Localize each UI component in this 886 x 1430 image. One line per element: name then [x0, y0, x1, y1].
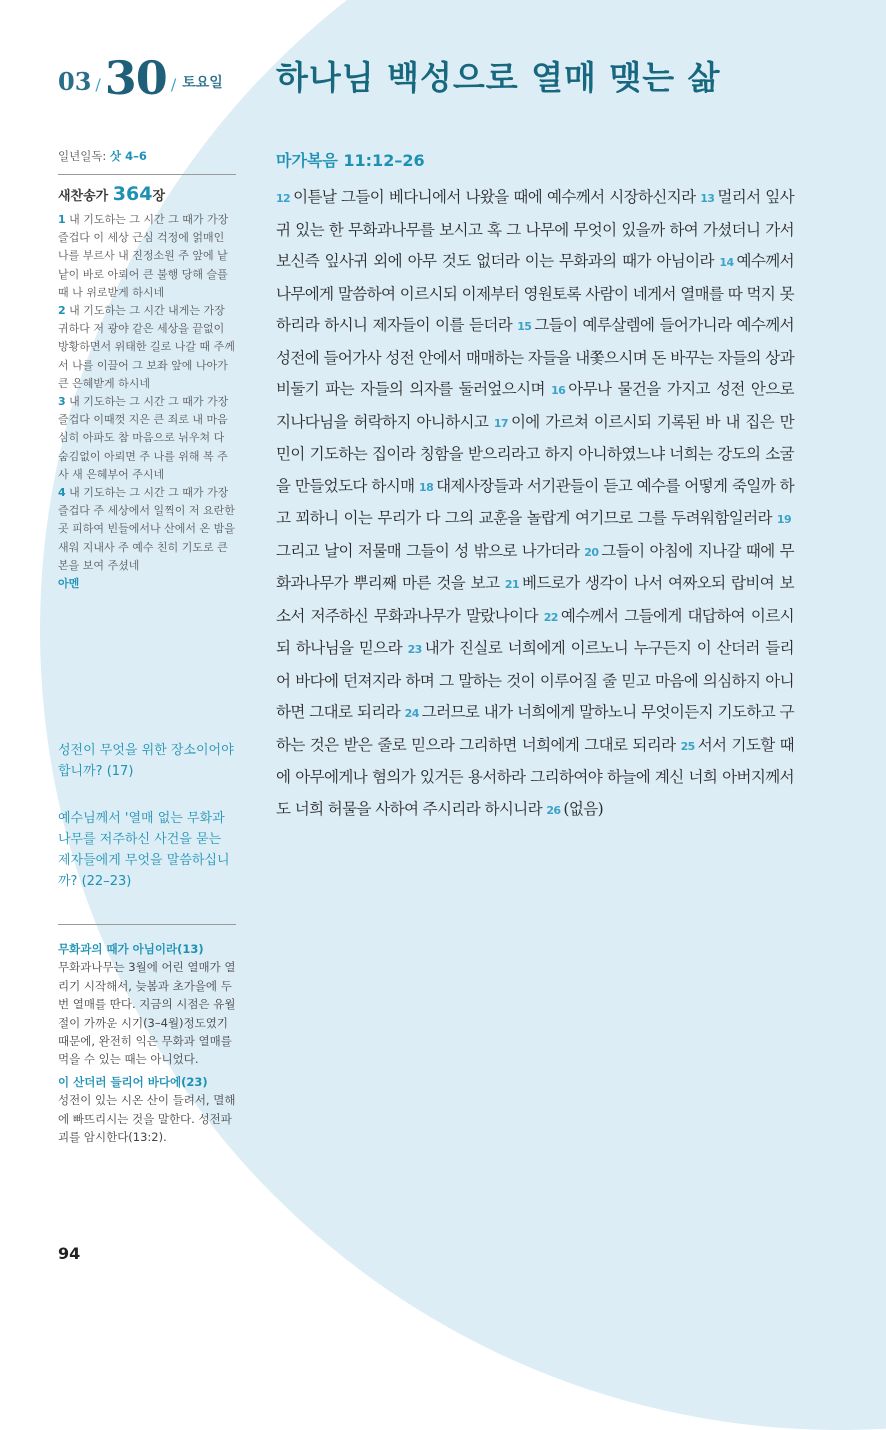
hymn-amen: 아멘 — [58, 577, 80, 591]
hymn-verse — [58, 484, 236, 575]
verse-number: 12 — [276, 192, 291, 205]
verse-number: 21 — [504, 578, 520, 591]
sidebar — [58, 148, 236, 593]
verse-text: 내가 진실로 너희에게 이르노니 누구든지 이 산더러 들리어 바다에 던져지라 하며 그 말하는 것이 이루어질 줄 믿고 마음에 의심하지 아니하면 그대로 되리라 — [276, 639, 795, 721]
verse-text: (없음) — [563, 799, 604, 818]
study-note-title: 무화과의 때가 아님이라(13) — [58, 942, 204, 956]
date-month: 03 — [58, 67, 92, 96]
verse-text: 대제사장들과 서기관들이 듣고 예수를 어떻게 죽일까 하고 꾀하니 이는 무리가 다 그의 교훈을 놀랍게 여기므로 그를 두려워함일러라 — [276, 476, 795, 527]
verse-number: 14 — [719, 256, 734, 269]
verse-number: 18 — [419, 480, 434, 494]
verse-text: 베드로가 생각이 나서 여짜오되 랍비여 보소서 저주하신 무화과나무가 말랐나이다 — [276, 574, 795, 625]
question-1: 성전이 무엇을 위한 장소이어야 합니까? (17) — [58, 743, 234, 779]
hymn-lyrics — [58, 211, 236, 593]
verse-number: 23 — [407, 643, 422, 656]
verse-text: 그리고 날이 저물매 그들이 성 밖으로 나가더라 — [276, 541, 580, 560]
hymn-verse-text: 내 기도하는 그 시간 그 때가 가장 즐겁다 이 세상 근심 걱정에 얽매인 나를 부르사 내 진정소원 주 앞에 낱낱이 바로 아뢰어 큰 불행 당해 슬플 때 나 위로받게 하시네 — [58, 213, 229, 299]
verse-number: 13 — [700, 192, 715, 205]
date-separator: / — [95, 75, 101, 94]
passage-reference: 마가복음 11:12–26 — [276, 151, 425, 170]
page-title: 하나님 백성으로 열매 맺는 삶 — [276, 58, 721, 97]
hymn-verse-number: 2 — [58, 304, 66, 318]
hymn-verse — [58, 302, 236, 393]
date-day: 30 — [104, 51, 167, 105]
study-note-title: 이 산더러 들리어 바다에(23) — [58, 1074, 208, 1089]
verse-text: 아무나 물건을 가지고 성전 안으로 지나다님을 허락하지 아니하시고 — [276, 380, 795, 431]
verse-number: 15 — [517, 320, 532, 333]
study-note-text: 성전이 있는 시온 산이 들려서, 멸해에 빠뜨리시는 것을 말한다. 성전파괴를 암시한다(13:2). — [58, 1093, 236, 1145]
verse-text: 서서 기도할 때에 아무에게나 혐의가 있거든 용서하라 그리하여야 하늘에 계신 너희 아버지께서도 너희 허물을 사하여 주시리라 하시니라 — [276, 735, 794, 818]
verse-number: 24 — [404, 707, 419, 720]
verse-number: 22 — [543, 610, 558, 624]
verse-text: 예수께서 그들에게 대답하여 이르시되 하나님을 믿으라 — [276, 606, 795, 657]
study-note-text: 무화과나무는 3월에 어린 열매가 열리기 시작해서, 늦봄과 초가을에 두 번 열매를 딴다. 지금의 시점은 유월절이 가까운 시기(3–4월)정도였기 때문에, 완전히 익은 무화과 열매를 먹을 수 있는 때는 아니었다. — [58, 960, 236, 1067]
verse-text: 이에 가르쳐 이르시되 기록된 바 내 집은 만민이 기도하는 집이라 칭함을 받으리라고 하지 아니하였느냐 너희는 강도의 소굴을 만들었도다 하시매 — [276, 412, 794, 495]
verse-number: 25 — [680, 739, 695, 753]
date-heading — [58, 51, 223, 105]
question-2: 예수님께서 '열매 없는 무화과나무를 저주하신 사건을 묻는 제자들에게 무엇을 말씀하십니까? (22–23) — [58, 811, 230, 889]
study-note — [58, 1073, 236, 1147]
study-notes — [58, 940, 236, 1150]
yearly-reading-ref: 삿 4–6 — [109, 149, 147, 163]
verse-number: 19 — [776, 513, 791, 526]
verse-text: 그들이 아침에 지나갈 때에 무화과나무가 뿌리째 마른 것을 보고 — [276, 541, 794, 592]
hymn-suffix: 장 — [152, 189, 165, 204]
hymn-number: 364 — [112, 183, 153, 205]
hymn-verse-number: 4 — [58, 486, 66, 500]
verse-text: 그들이 예루살렘에 들어가니라 예수께서 성전에 들어가사 성전 안에서 매매하는 자들을 내쫓으시며 돈 바꾸는 자들의 상과 비둘기 파는 자들의 의자를 둘러엎으시며 — [276, 316, 795, 398]
hymn-verse-text: 내 기도하는 그 시간 그 때가 가장 즐겁다 이때껏 지은 큰 죄로 내 마음 심히 아파도 참 마음으로 뉘우쳐 다 숨김없이 아뢰면 주 나를 위해 복 주사 새 은혜부어 주시네 — [58, 395, 229, 481]
study-note — [58, 940, 236, 1069]
yearly-reading-label: 일년일독: — [58, 149, 107, 163]
verse-text: 이튿날 그들이 베다니에서 나왔을 때에 예수께서 시장하신지라 — [293, 188, 696, 206]
hymn-prefix: 새찬송가 — [58, 189, 109, 204]
page-number: 94 — [58, 1244, 81, 1263]
verse-number: 26 — [546, 803, 561, 817]
divider — [58, 924, 236, 925]
verse-number: 16 — [551, 384, 566, 397]
date-weekday: 토요일 — [182, 75, 223, 91]
verse-text: 멀리서 잎사귀 있는 한 무화과나무를 보시고 혹 그 나무에 무엇이 있을까 하여 가셨더니 가서 보신즉 잎사귀 외에 아무 것도 없더라 이는 무화과의 때가 아님이라 — [276, 188, 794, 270]
hymn-verse-number: 1 — [58, 213, 66, 226]
date-separator: / — [170, 75, 177, 94]
verse-number: 17 — [493, 416, 508, 430]
hymn-verse-number: 3 — [58, 395, 66, 409]
yearly-reading — [58, 148, 236, 175]
hymn-verse — [58, 393, 236, 484]
verse-text: 예수께서 나무에게 말씀하여 이르시되 이제부터 영원토록 사람이 네게서 열매를 따 먹지 못하리라 하시니 제자들이 이를 듣더라 — [276, 252, 794, 334]
hymn-verse — [58, 211, 236, 302]
scripture-passage — [276, 182, 794, 826]
hymn-heading — [58, 183, 236, 205]
hymn-verse-text: 내 기도하는 그 시간 내게는 가장 귀하다 저 광야 같은 세상을 끝없이 방황하면서 위태한 길로 나갈 때 주께서 나를 이끌어 그 보좌 앞에 나아가 큰 은혜받게 하시네 — [58, 304, 235, 390]
verse-number: 20 — [584, 545, 599, 559]
hymn-verse-text: 내 기도하는 그 시간 그 때가 가장 즐겁다 주 세상에서 일찍이 저 요란한 곳 피하여 빈들에서나 산에서 온 밤을 새워 지내사 주 예수 친히 기도로 큰 본을 보여 주셨네 — [58, 486, 235, 572]
verse-text: 그러므로 내가 너희에게 말하노니 무엇이든지 기도하고 구하는 것은 받은 줄로 믿으라 그리하면 너희에게 그대로 되리라 — [276, 703, 795, 754]
